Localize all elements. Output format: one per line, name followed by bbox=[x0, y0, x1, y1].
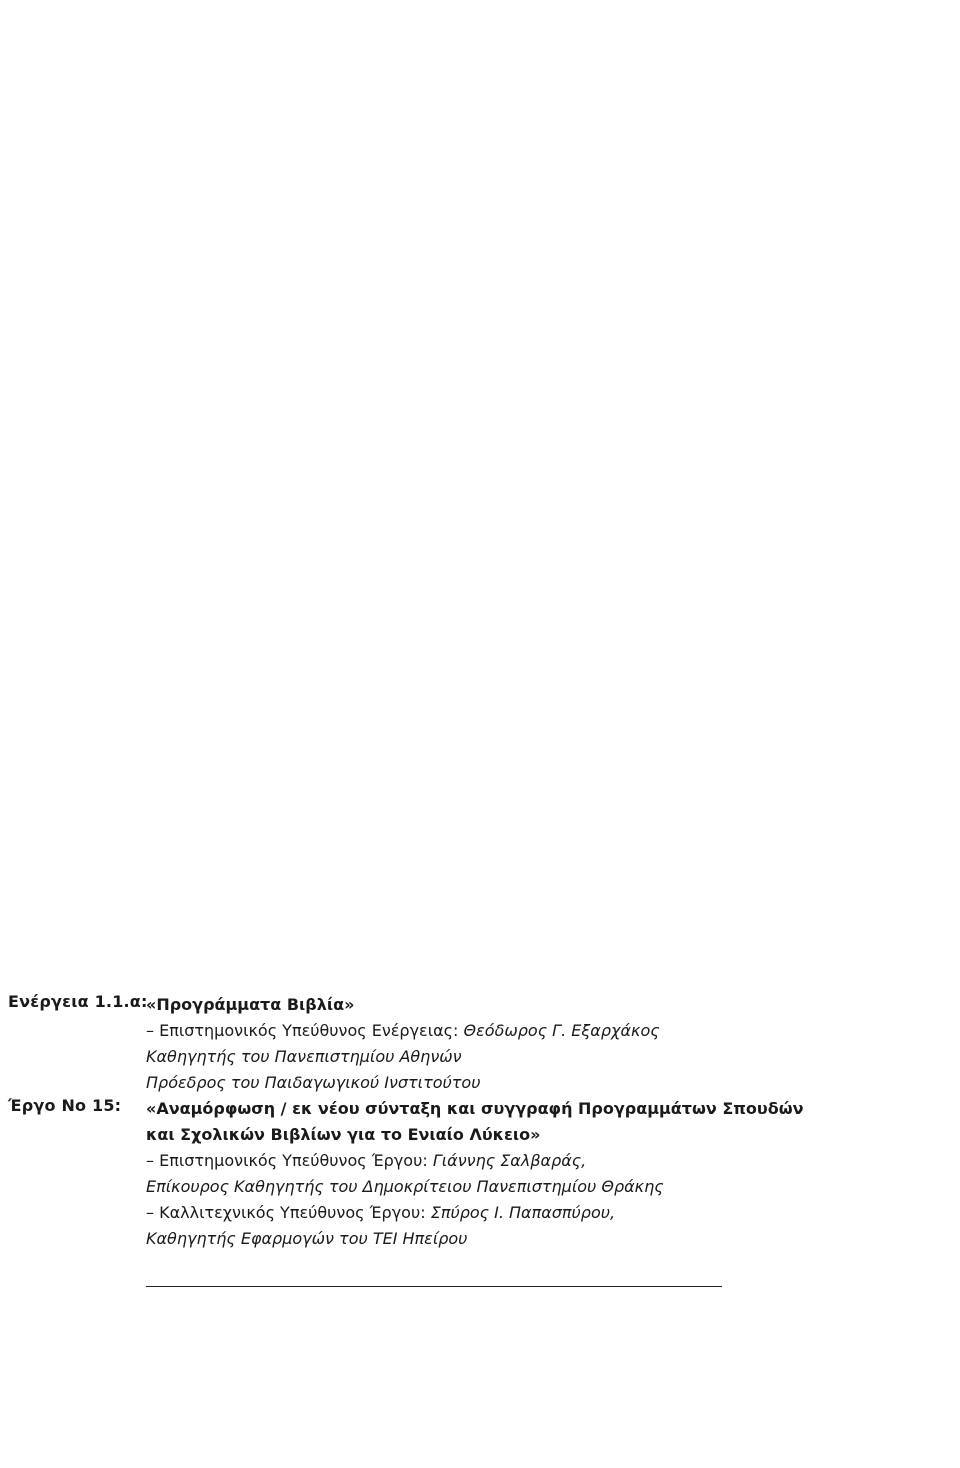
scientific-lead-line bbox=[146, 1148, 946, 1174]
person-name: Θεόδωρος Γ. Εξαρχάκος bbox=[463, 1021, 660, 1040]
person-name: Γιάννης Σαλβαράς, bbox=[432, 1151, 587, 1170]
entry-title-continued: και Σχολικών Βιβλίων για το Ενιαίο Λύκειο» bbox=[146, 1125, 541, 1144]
entry-title: «Αναμόρφωση / εκ νέου σύνταξη και συγγραφή Προγραμμάτων Σπουδών bbox=[146, 1099, 804, 1118]
entry-title: «Προγράμματα Βιβλία» bbox=[146, 995, 355, 1014]
affiliation-line: Καθηγητής Εφαρμογών του ΤΕΙ Ηπείρου bbox=[146, 1229, 468, 1248]
entry-label: Έργο Νο 15: bbox=[8, 1096, 122, 1115]
art-director-line bbox=[146, 1200, 946, 1226]
role-prefix: – Καλλιτεχνικός Υπεύθυνος Έργου: bbox=[146, 1203, 431, 1222]
entry-body bbox=[146, 1096, 946, 1252]
entry-label: Ενέργεια 1.1.α: bbox=[8, 992, 148, 1011]
role-prefix: – Επιστημονικός Υπεύθυνος Ενέργειας: bbox=[146, 1021, 464, 1040]
horizontal-divider bbox=[146, 1286, 722, 1287]
person-name: Σπύρος Ι. Παπασπύρου, bbox=[430, 1203, 616, 1222]
affiliation-line: Καθηγητής του Πανεπιστημίου Αθηνών bbox=[146, 1047, 462, 1066]
scientific-lead-line bbox=[146, 1018, 946, 1044]
affiliation-line: Επίκουρος Καθηγητής του Δημοκρίτειου Πανεπιστημίου Θράκης bbox=[146, 1177, 664, 1196]
affiliation-line: Πρόεδρος του Παιδαγωγικού Ινστιτούτου bbox=[146, 1073, 481, 1092]
role-prefix: – Επιστημονικός Υπεύθυνος Έργου: bbox=[146, 1151, 433, 1170]
entry-body bbox=[146, 992, 946, 1096]
